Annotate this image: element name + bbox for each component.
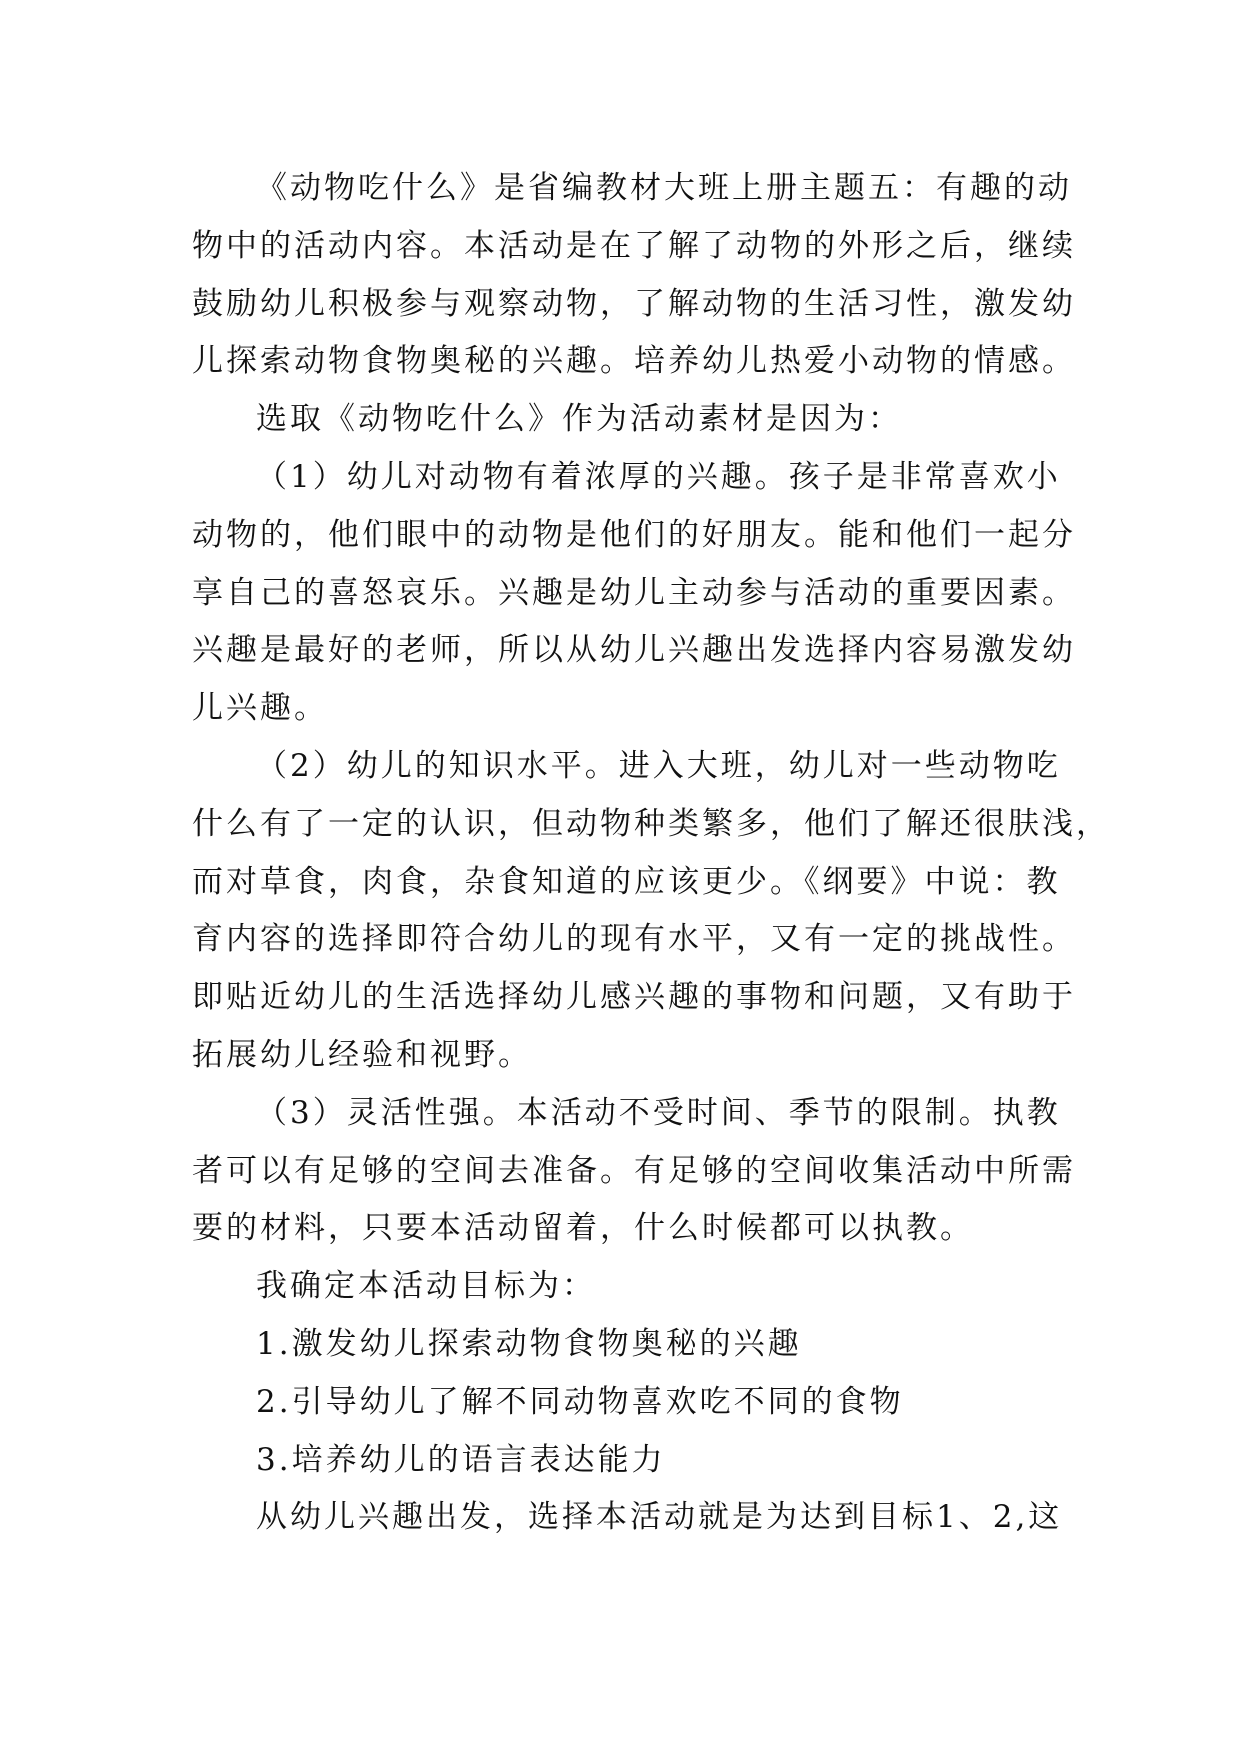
paragraph-line: 儿探索动物食物奥秘的兴趣。培养幼儿热爱小动物的情感。 <box>192 343 1076 380</box>
paragraph-line: 育内容的选择即符合幼儿的现有水平，又有一定的挑战性。 <box>192 921 1076 958</box>
paragraph-line: （1）幼儿对动物有着浓厚的兴趣。孩子是非常喜欢小 <box>256 458 1061 495</box>
paragraph-line: 享自己的喜怒哀乐。兴趣是幼儿主动参与活动的重要因素。 <box>192 574 1076 611</box>
goal-item: 1.激发幼儿探索动物食物奥秘的兴趣 <box>256 1325 802 1362</box>
paragraph-line: 即贴近幼儿的生活选择幼儿感兴趣的事物和问题，又有助于 <box>192 979 1076 1016</box>
paragraph-line: 拓展幼儿经验和视野。 <box>192 1036 532 1073</box>
paragraph-line: 儿兴趣。 <box>192 690 328 727</box>
paragraph-line: 而对草食，肉食，杂食知道的应该更少。《纲要》中说：教 <box>192 863 1061 900</box>
paragraph-line: 从幼儿兴趣出发，选择本活动就是为达到目标1、2,这 <box>256 1499 1063 1536</box>
goal-item: 3.培养幼儿的语言表达能力 <box>256 1441 666 1478</box>
paragraph-line: 选取《动物吃什么》作为活动素材是因为： <box>256 401 902 438</box>
paragraph-line: 《动物吃什么》是省编教材大班上册主题五：有趣的动 <box>256 170 1072 206</box>
paragraph-line: 什么有了一定的认识，但动物种类繁多，他们了解还很肤浅， <box>192 805 1110 842</box>
paragraph-line: 兴趣是最好的老师，所以从幼儿兴趣出发选择内容易激发幼 <box>192 632 1076 669</box>
paragraph-line: 要的材料，只要本活动留着，什么时候都可以执教。 <box>192 1210 974 1247</box>
paragraph-line: 物中的活动内容。本活动是在了解了动物的外形之后，继续 <box>192 227 1076 264</box>
paragraph-line: 动物的，他们眼中的动物是他们的好朋友。能和他们一起分 <box>192 516 1076 553</box>
paragraph-line: 鼓励幼儿积极参与观察动物，了解动物的生活习性，激发幼 <box>192 285 1076 322</box>
paragraph-line: 者可以有足够的空间去准备。有足够的空间收集活动中所需 <box>192 1152 1076 1189</box>
document-body <box>192 160 1110 1547</box>
paragraph-line: 我确定本活动目标为： <box>256 1268 596 1305</box>
paragraph-line: （3）灵活性强。本活动不受时间、季节的限制。执教 <box>256 1094 1061 1131</box>
paragraph-line: （2）幼儿的知识水平。进入大班，幼儿对一些动物吃 <box>256 747 1061 784</box>
goal-item: 2.引导幼儿了解不同动物喜欢吃不同的食物 <box>256 1383 904 1420</box>
